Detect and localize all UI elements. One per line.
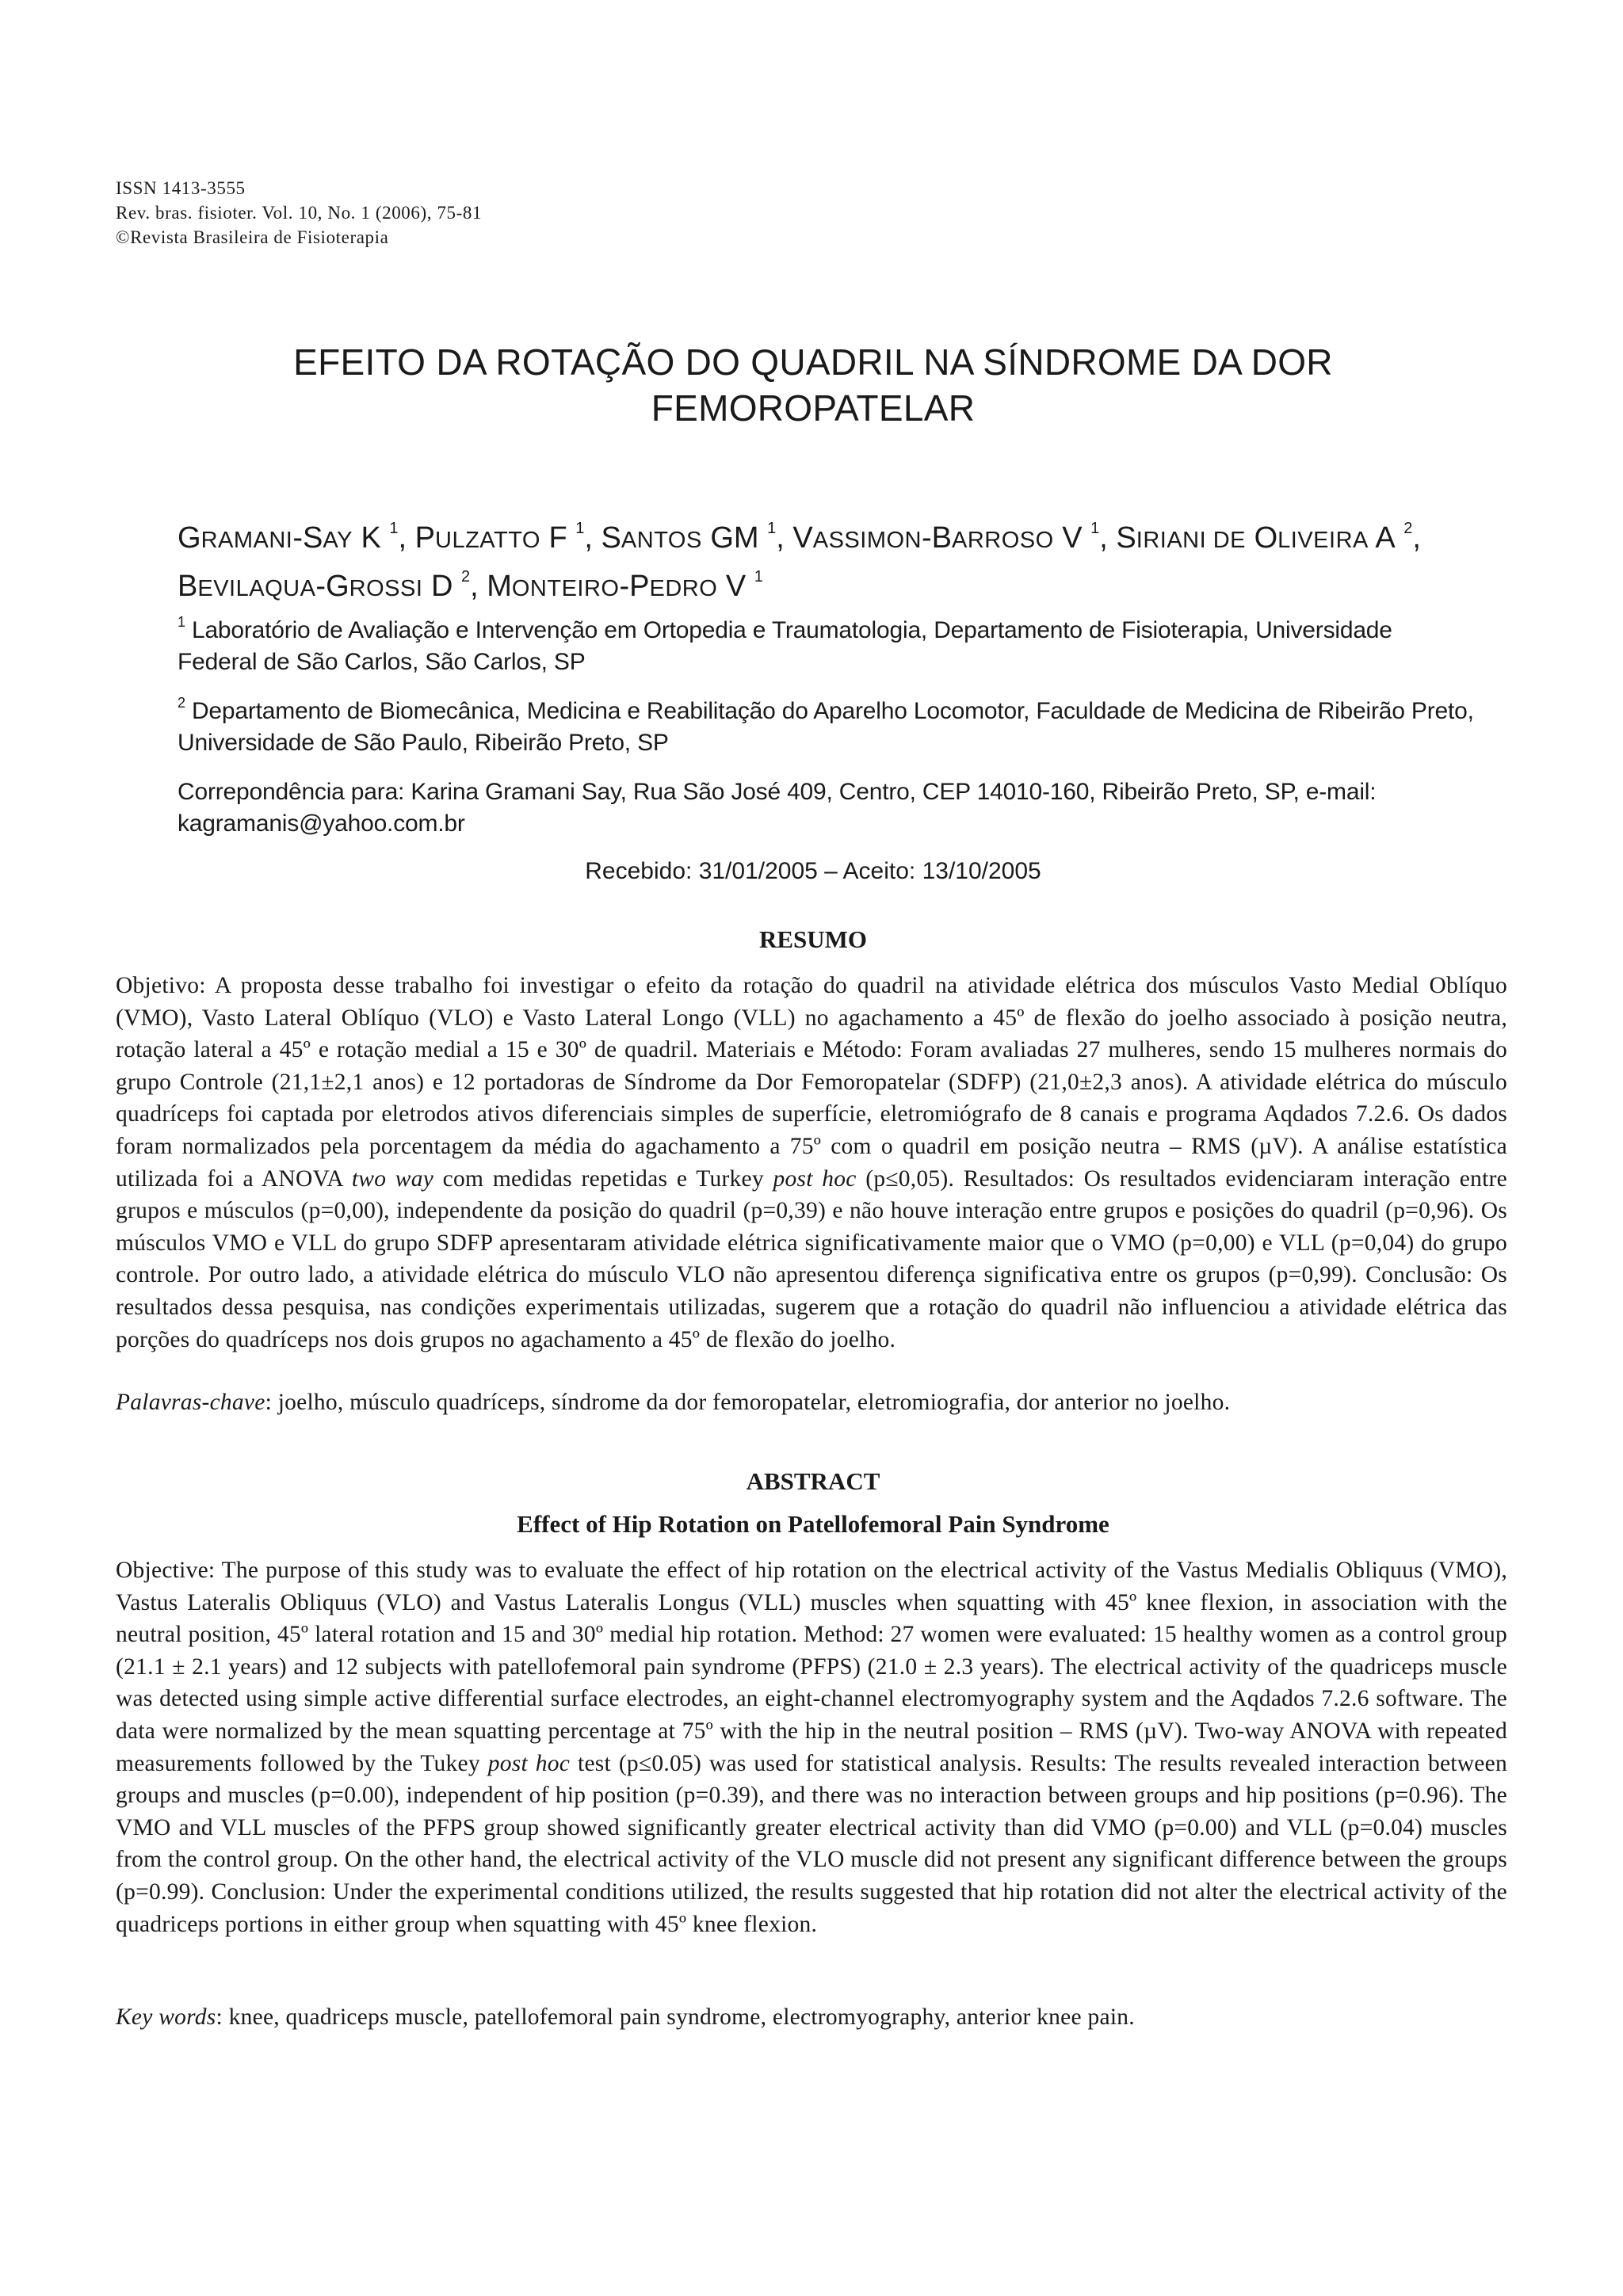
- author-name-part: LIVEIRA: [1277, 528, 1369, 553]
- journal-copyright: ©Revista Brasileira de Fisioterapia: [116, 227, 389, 247]
- resumo-keywords-text: : joelho, músculo quadríceps, síndrome da dor femoropatelar, eletromiografia, dor anterior no joelho.: [265, 1390, 1231, 1415]
- resumo-text-3: (p≤0,05). Resultados: Os resultados evidenciaram interação entre grupos e músculos (p=0,00), independente da posição do quadril (p=0,39) e não houve interação entre grupos e posições do quadril (p=0,96). Os músculos VMO e VLL do grupo SDFP apresentaram atividade elétrica significativamente maior que o VMO (p=0,00) e VLL (p=0,04) do grupo controle. Por outro lado, a atividade elétrica do músculo VLO não apresentou diferença significativa entre os grupos (p=0,99). Conclusão: Os resultados dessa pesquisa, nas condições experimentais utilizadas, sugerem que a rotação do quadril não influenciou a atividade elétrica das porções do quadríceps nos dois grupos no agachamento a 45º de flexão do joelho.: [116, 1165, 1507, 1352]
- author-name-part: ANTOS: [621, 528, 702, 553]
- title-line-2: FEMOROPATELAR: [651, 387, 976, 429]
- author-list: [178, 515, 1421, 612]
- author-affiliation-mark: 1: [1090, 520, 1100, 537]
- affiliation-1: [178, 615, 1477, 678]
- author-name-part: ULZATTO: [435, 528, 540, 553]
- resumo-keywords: [116, 1386, 1507, 1418]
- abstract-keywords-label: Key words: [116, 2004, 216, 2030]
- author-separator: -: [315, 570, 327, 603]
- author-initials: V: [717, 570, 747, 603]
- author-comma: ,: [470, 570, 487, 603]
- resumo-heading: RESUMO: [758, 925, 868, 953]
- author-initial: V: [792, 521, 813, 555]
- correspondence: Correpondência para: Karina Gramani Say, Rua São José 409, Centro, CEP 14010-160, Ribeirão Preto, SP, e-mail: kagramanis@yahoo.com.br: [178, 779, 1377, 837]
- author-affiliation-mark: 1: [754, 568, 763, 585]
- resumo-text-2: com medidas repetidas e Turkey: [433, 1165, 773, 1192]
- abstract-heading: ABSTRACT: [746, 1467, 880, 1495]
- author-1-5: [1116, 521, 1421, 555]
- author-comma: ,: [398, 521, 415, 555]
- author-initial: P: [629, 570, 650, 603]
- author-line-1: [178, 515, 1421, 563]
- author-comma: ,: [776, 521, 793, 555]
- abstract-text-2: test (p≤0.05) was used for statistical analysis. Results: The results revealed interaction between groups and muscles (p=0.00), independent of hip position (p=0.39), and there was no interaction between groups and hip positions (p=0.96). The VMO and VLL muscles of the PFPS group showed significantly greater electrical activity than did VMO (p=0.00) and VLL (p=0.04) muscles from the control group. On the other hand, the electrical activity of the VLO muscle did not present any significant difference between the groups (p=0.99). Conclusion: Under the experimental conditions utilized, the results suggested that hip rotation did not alter the electrical activity of the quadriceps portions in either group when squatting with 45º knee flexion.: [116, 1750, 1507, 1937]
- issn: ISSN 1413-3555: [116, 178, 246, 198]
- author-name-part: EVILAQUA: [197, 576, 316, 601]
- author-name-part: ARROSO: [952, 528, 1054, 553]
- resumo-italic-2: post hoc: [773, 1165, 857, 1192]
- author-affiliation-mark: 1: [389, 520, 399, 537]
- paper-title: [116, 339, 1510, 431]
- author-initials: F: [540, 521, 567, 555]
- affiliation-1-mark: 1: [178, 614, 185, 630]
- author-affiliation-mark: 2: [460, 568, 471, 585]
- resumo-text-1: Objetivo: A proposta desse trabalho foi investigar o efeito da rotação do quadril na atividade elétrica dos músculos Vasto Medial Oblíquo (VMO), Vasto Lateral Oblíquo (VLO) e Vasto Lateral Longo (VLL) no agachamento a 45º de flexão do joelho associado à posição neutra, rotação lateral a 45º e rotação medial a 15 e 30º de quadril. Materiais e Método: Foram avaliadas 27 mulheres, sendo 15 mulheres normais do grupo Controle (21,1±2,1 anos) e 12 portadoras de Síndrome da Dor Femoropatelar (SDFP) (21,0±2,3 anos). A atividade elétrica do músculo quadríceps foi captada por eletrodos ativos diferenciais simples de superfície, eletromiógrafo de 8 canais e programa Aqdados 7.2.6. Os dados foram normalizados pela porcentagem da média do agachamento a 75º com o quadril em posição neutra – RMS (µV). A análise estatística utilizada foi a ANOVA: [116, 973, 1507, 1192]
- author-initial: G: [326, 570, 349, 603]
- author-initial: B: [931, 521, 953, 555]
- journal-citation: Rev. bras. fisioter. Vol. 10, No. 1 (2006), 75-81: [116, 203, 483, 223]
- author-initials: K: [352, 521, 381, 555]
- resumo-keywords-label: Palavras-chave: [116, 1390, 265, 1415]
- author-initial: B: [178, 570, 198, 603]
- author-separator: -: [619, 570, 630, 603]
- author-name-part: ROSSI: [349, 576, 423, 601]
- author-initial: P: [414, 521, 435, 555]
- abstract-keywords: [116, 2001, 1507, 2033]
- author-initial: G: [178, 521, 201, 555]
- author-name-part: IRIANI DE: [1136, 528, 1247, 553]
- author-name-part: RAMANI: [200, 528, 293, 553]
- author-name-part: AY: [323, 528, 353, 553]
- author-line-2: [178, 563, 1421, 612]
- author-2-1: [178, 570, 487, 603]
- author-name-part: ONTEIRO: [511, 576, 620, 601]
- author-initials: V: [1053, 521, 1083, 555]
- author-initials: A: [1368, 521, 1396, 555]
- author-1-3: [601, 521, 793, 555]
- journal-info: [116, 176, 482, 250]
- affiliation-2-mark: 2: [178, 695, 185, 711]
- author-initial: O: [1254, 521, 1278, 555]
- abstract-subtitle: Effect of Hip Rotation on Patellofemoral Pain Syndrome: [517, 1510, 1109, 1538]
- title-line-1: EFEITO DA ROTAÇÃO DO QUADRIL NA SÍNDROME DA DOR: [293, 341, 1333, 383]
- author-initial: S: [601, 521, 621, 555]
- author-initial: S: [1116, 521, 1136, 555]
- author-1-2: [415, 521, 601, 555]
- author-separator: -: [292, 521, 304, 555]
- author-comma: ,: [1099, 521, 1117, 555]
- abstract-text-1: Objective: The purpose of this study was to evaluate the effect of hip rotation on the electrical activity of the Vastus Medialis Obliquus (VMO), Vastus Lateralis Obliquus (VLO) and Vastus Lateralis Longus (VLL) muscles when squatting with 45º knee flexion, in association with the neutral position, 45º lateral rotation and 15 and 30º medial hip rotation. Method: 27 women were evaluated: 15 healthy women as a control group (21.1 ± 2.1 years) and 12 subjects with patellofemoral pain syndrome (PFPS) (21.0 ± 2.3 years). The electrical activity of the quadriceps muscle was detected using simple active differential surface electrodes, an eight-channel electromyography system and the Aqdados 7.2.6 software. The data were normalized by the mean squatting percentage at 75º with the hip in the neutral position – RMS (µV). Two-way ANOVA with repeated measurements followed by the Tukey: [116, 1558, 1507, 1776]
- abstract-italic-1: post hoc: [487, 1750, 571, 1776]
- abstract-keywords-text: : knee, quadriceps muscle, patellofemoral pain syndrome, electromyography, anterior knee pain.: [216, 2004, 1135, 2030]
- author-affiliation-mark: 2: [1403, 520, 1413, 537]
- affiliation-2-text: Departamento de Biomecânica, Medicina e Reabilitação do Aparelho Locomotor, Faculdade de Medicina de Ribeirão Preto, Universidade de São Paulo, Ribeirão Preto, SP: [178, 698, 1474, 756]
- affiliation-2: [178, 696, 1477, 759]
- author-initial: M: [487, 570, 512, 603]
- author-affiliation-mark: 1: [575, 520, 585, 537]
- received-accepted-dates: Recebido: 31/01/2005 – Aceito: 13/10/2005: [585, 858, 1041, 884]
- author-2-2: [487, 570, 763, 603]
- author-affiliation-mark: 1: [767, 520, 777, 537]
- author-1-4: [792, 521, 1116, 555]
- author-initial: S: [303, 521, 323, 555]
- author-comma: ,: [1412, 521, 1421, 555]
- resumo-paragraph: [116, 970, 1507, 1356]
- abstract-paragraph: [116, 1554, 1507, 1940]
- author-separator: -: [922, 521, 932, 555]
- author-1-1: [178, 521, 415, 555]
- author-name-part: EDRO: [649, 576, 718, 601]
- author-separator: [1246, 521, 1254, 555]
- author-initials: GM: [701, 521, 759, 555]
- author-comma: ,: [584, 521, 601, 555]
- affiliation-1-text: Laboratório de Avaliação e Intervenção em Ortopedia e Traumatologia, Departamento de Fisioterapia, Universidade Federal de São Carlos, São Carlos, SP: [178, 617, 1392, 675]
- author-initials: D: [422, 570, 453, 603]
- resumo-italic-1: two way: [351, 1165, 434, 1192]
- author-name-part: ASSIMON: [812, 528, 922, 553]
